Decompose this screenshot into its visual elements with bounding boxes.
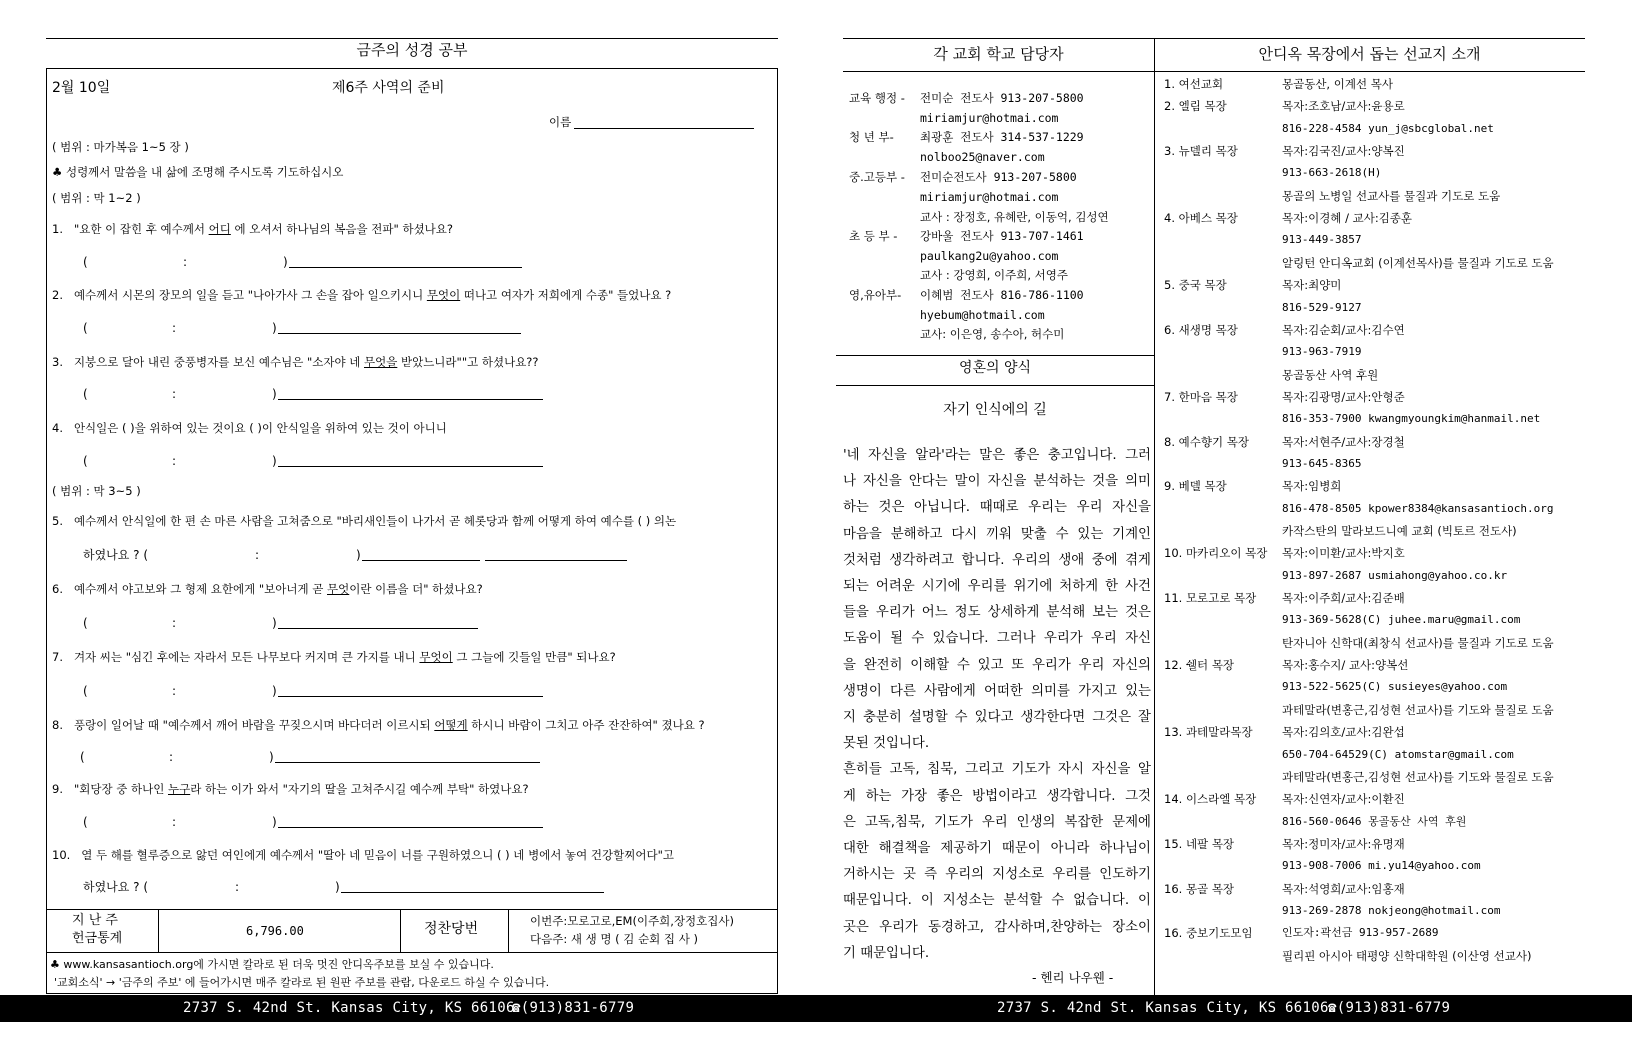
school-row-11: 영,유아부- — [849, 288, 902, 302]
mission-group-name: 16. 몽골 목장 — [1164, 881, 1235, 896]
answer-open-7: ( — [83, 684, 88, 698]
essay-line: 곳은 우리가 동경하고, 감사하며,찬양하는 장소이 — [843, 919, 1151, 935]
answer-open-1: ( — [83, 255, 88, 269]
prayer-note: ♣ 성령께서 말씀을 내 삶에 조명해 주시도록 기도하십시오 — [52, 165, 344, 179]
answer-close-8: ) — [269, 750, 274, 764]
mission-group-name: 4. 아베스 목장 — [1164, 211, 1238, 226]
mission-detail: 목자:서현주/교사:장경철 — [1282, 434, 1405, 449]
question-3: 3. 지붕으로 달아 내린 중풍병자를 보신 예수님은 "소자야 네 무엇을 받았느니라""고 하셨나요?? — [52, 355, 539, 369]
mission-group-name: 5. 중국 목장 — [1164, 278, 1227, 293]
column-divider-right — [1154, 38, 1155, 995]
answer-close-6: ) — [272, 616, 277, 630]
answer-close-4: ) — [272, 454, 277, 468]
mission-detail: 913-897-2687 usmiahong@yahoo.co.kr — [1282, 568, 1508, 582]
school-row-2-text: miriamjur@hotmai.com — [920, 111, 1059, 125]
stats-top-rule — [46, 909, 778, 910]
mission-group-name: 12. 쉘터 목장 — [1164, 658, 1235, 673]
range-2: ( 범위 : 막 1~2 ) — [52, 191, 141, 205]
mission-detail: 816-560-0646 몽골동산 사역 후원 — [1282, 814, 1467, 828]
website-note: ♣ www.kansasantioch.org에 가시면 칼라로 된 더욱 멋진 안디옥주보를 보실 수 있습니다. — [50, 958, 494, 971]
spiritual-bottom-rule — [836, 385, 1154, 386]
answer-blank-8[interactable] — [275, 762, 540, 763]
answer-colon-9: : — [172, 815, 177, 829]
mission-detail: 816-529-9127 — [1282, 300, 1362, 314]
answer-close-3: ) — [272, 387, 277, 401]
school-row-7-text: 교사 : 장정호, 유혜란, 이동억, 김성연 — [920, 210, 1109, 224]
top-rule-left — [46, 38, 778, 39]
answer-blank-1[interactable] — [289, 267, 522, 268]
answer-open-8: ( — [80, 750, 85, 764]
mission-detail: 목자:김국진/교사:양복진 — [1282, 144, 1405, 159]
spiritual-top-rule — [836, 355, 1154, 356]
school-row-6-text: miriamjur@hotmai.com — [920, 190, 1059, 204]
mission-group-name: 11. 모로고로 목장 — [1164, 591, 1257, 606]
offering-label-2: 헌금통계 — [72, 931, 123, 946]
question-1: 1. "요한 이 잡힌 후 예수께서 어디 에 오셔서 하나님의 복음을 전파" 하셨나요? — [52, 222, 454, 236]
question-5: 5. 예수께서 안식일에 한 편 손 마른 사람을 고쳐줌으로 "바리새인들이 나가서 곧 헤롯당과 함께 어떻게 하여 예수를 ( ) 의논 — [52, 514, 677, 528]
download-note: '교회소식' → '금주의 주보' 에 들어가시면 매주 칼라로 된 원판 주보를 관람, 다운로드 하실 수 있습니다. — [54, 976, 550, 989]
school-row-1: 교육 행정 - — [849, 91, 905, 105]
answer-close-1: ) — [283, 255, 288, 269]
school-row-9-text: paulkang2u@yahoo.com — [920, 249, 1059, 263]
essay-line: 대한 해결책을 제공하기 때문이 아니라 하나님이 — [843, 841, 1151, 857]
answer-close-5: ) — [356, 548, 361, 562]
question-5-continued: 하였나요 ? ( — [83, 548, 149, 562]
answer-blank-2[interactable] — [278, 333, 521, 334]
mission-detail: 913-449-3857 — [1282, 233, 1362, 247]
answer-blank-3[interactable] — [278, 399, 543, 400]
footer-phone-left: ☎(913)831-6779 — [512, 1000, 635, 1016]
answer-blank-7[interactable] — [278, 696, 543, 697]
school-row-4-text: nolboo25@naver.com — [920, 150, 1045, 164]
mission-detail: 816-478-8505 kpower8384@kansasantioch.org — [1282, 501, 1554, 515]
school-row-5: 중.고등부 - — [849, 170, 905, 184]
mission-detail: 913-645-8365 — [1282, 456, 1362, 470]
answer-open-6: ( — [83, 616, 88, 630]
answer-blank-6[interactable] — [278, 628, 478, 629]
mission-group-name: 9. 베델 목장 — [1164, 479, 1227, 494]
answer-blank-5a[interactable] — [362, 560, 480, 561]
mission-detail: 목자:최양미 — [1282, 278, 1342, 293]
range-3: ( 범위 : 막 3~5 ) — [52, 484, 141, 498]
question-6: 6. 예수께서 야고보와 그 형제 요한에게 "보아너게 곧 무엇이란 이름을 더" 하셨나요? — [52, 582, 483, 596]
mission-group-name: 2. 엘림 목장 — [1164, 99, 1227, 114]
missions-title: 안디옥 목장에서 돕는 선교지 소개 — [1258, 45, 1481, 63]
essay-line: 도움이 될 수 있습니다. 그러나 우리가 우리 자신 — [843, 631, 1151, 647]
mission-group-name: 7. 한마음 목장 — [1164, 389, 1238, 404]
spiritual-food-title: 영혼의 양식 — [958, 360, 1032, 376]
essay-body — [843, 443, 1151, 967]
mission-group-name: 14. 이스라엘 목장 — [1164, 792, 1257, 807]
lesson-title: 제6주 사역의 준비 — [332, 80, 445, 96]
mission-group-name: 15. 네팔 목장 — [1164, 836, 1235, 851]
mission-detail: 목자:김의호/교사:김완섭 — [1282, 725, 1405, 740]
school-row-5-text: 전미순전도사 913-207-5800 — [920, 170, 1077, 184]
mission-detail: 과테말라(변홍근,김성현 선교사)를 기도와 물질로 도움 — [1282, 769, 1554, 784]
mission-detail: 목자:김순회/교사:김수연 — [1282, 322, 1405, 337]
mission-detail: 탄자니아 신학대(최창식 선교사)를 물질과 기도로 도움 — [1282, 635, 1554, 650]
offering-label-1: 지 난 주 — [72, 913, 118, 928]
answer-blank-5b[interactable] — [485, 560, 627, 561]
answer-blank-9[interactable] — [278, 827, 543, 828]
answer-blank-4[interactable] — [278, 466, 543, 467]
stats-bottom-rule — [46, 952, 778, 953]
mission-group-name: 6. 새생명 목장 — [1164, 322, 1238, 337]
school-row-10-text: 교사 : 강영희, 이주희, 서영주 — [920, 268, 1069, 282]
essay-author: - 헨리 나우웬 - — [1032, 970, 1114, 985]
mission-detail: 몽골동산, 이계선 목사 — [1282, 77, 1393, 91]
mission-detail: 목자:정미자/교사:유명재 — [1282, 836, 1405, 851]
essay-line: 하는 것은 아닙니다. 때때로 우리는 우리 자신을 — [843, 500, 1151, 516]
mission-detail: 목자:조호남/교사:윤용로 — [1282, 99, 1405, 114]
essay-line: 못된 것입니다. — [843, 736, 930, 752]
name-label: 이름 — [549, 115, 572, 129]
mission-detail: 과테말라(변홍근,김성현 선교사)를 기도와 물질로 도움 — [1282, 702, 1554, 717]
mission-group-name: 3. 뉴델리 목장 — [1164, 144, 1238, 159]
question-7: 7. 겨자 씨는 "심긴 후에는 자라서 모든 나무보다 커지며 큰 가지를 내니 무엇이 그 그늘에 깃들일 만큼" 되나요? — [52, 650, 616, 664]
mission-detail: 650-704-64529(C) atomstar@gmail.com — [1282, 747, 1514, 761]
answer-open-9: ( — [83, 815, 88, 829]
mission-detail: 816-353-7900 kwangmyoungkim@hanmail.net — [1282, 412, 1541, 426]
school-row-12-text: hyebum@hotmail.com — [920, 308, 1045, 322]
question-10-continued: 하였나요 ? ( — [83, 880, 149, 894]
answer-close-10: ) — [335, 880, 340, 894]
footer-address-right: 2737 S. 42nd St. Kansas City, KS 66106 — [997, 1000, 1329, 1016]
stats-divider-3 — [508, 910, 509, 952]
essay-line: 때문입니다. 이 지성소는 분석할 수 없습니다. 이 — [843, 893, 1151, 909]
mission-group-name: 13. 과테말라목장 — [1164, 725, 1253, 740]
stats-divider-1 — [158, 910, 159, 952]
answer-close-9: ) — [272, 815, 277, 829]
mission-group-name: 16. 중보기도모임 — [1164, 926, 1253, 941]
mission-detail: 인도자:곽선금 913-957-2689 — [1282, 926, 1439, 940]
header-rule-right — [843, 71, 1585, 72]
answer-colon-7: : — [172, 684, 177, 698]
essay-line: 기 때문입니다. — [843, 945, 930, 961]
range-1: ( 범위 : 마가복음 1~5 장 ) — [52, 140, 189, 154]
essay-line: 마음을 분해하고 다시 끼워 맞출 수 있는 기계인 — [843, 526, 1151, 542]
mission-group-name: 10. 마카리오이 목장 — [1164, 546, 1268, 561]
mission-detail: 목자:석영희/교사:임홍재 — [1282, 881, 1405, 896]
mission-detail: 913-963-7919 — [1282, 345, 1362, 359]
mission-detail: 몽골의 노병일 선교사를 물질과 기도로 도움 — [1282, 188, 1501, 203]
school-row-11-text: 이혜범 전도사 816-786-1100 — [920, 288, 1084, 302]
question-4: 4. 안식일은 ( )을 위하여 있는 것이요 ( )이 안식일을 위하여 있는 것이 아니니 — [52, 421, 447, 435]
school-row-3: 청 년 부- — [849, 130, 894, 144]
answer-colon-1: : — [183, 255, 188, 269]
essay-line: 것처럼 생각하려고 합니다. 우리의 생애 중에 겪게 — [843, 552, 1151, 568]
answer-colon-8: : — [169, 750, 174, 764]
bible-study-header: 금주의 성경 공부 — [356, 41, 468, 59]
mission-detail: 목자:김광명/교사:안형준 — [1282, 389, 1405, 404]
question-2: 2. 예수께서 시몬의 장모의 일을 듣고 "나아가사 그 손을 잡아 일으키시니 무엇이 떠나고 여자가 저희에게 수종" 들었나요 ? — [52, 288, 672, 302]
essay-line: 들을 우리가 어느 정도 상세하게 분석해 보는 것은 — [843, 605, 1151, 621]
name-blank[interactable] — [574, 128, 754, 129]
answer-blank-10[interactable] — [341, 892, 604, 893]
school-row-8: 초 등 부 - — [849, 229, 898, 243]
answer-colon-10: : — [235, 880, 240, 894]
essay-line: 을 완전히 이해할 수 있고 또 우리가 우리 자신의 — [843, 657, 1151, 673]
top-rule-right — [843, 38, 1585, 39]
mission-group-name: 1. 여선교회 — [1164, 77, 1224, 91]
essay-line: 게 하는 가장 좋은 방법이라고 생각합니다. 그것 — [843, 788, 1151, 804]
mission-detail: 목자:이미환/교사:박지호 — [1282, 546, 1405, 561]
essay-line: '네 자신을 알라'라는 말은 좋은 충고입니다. 그러 — [843, 448, 1151, 463]
mission-group-name: 8. 예수향기 목장 — [1164, 434, 1249, 449]
question-8: 8. 풍랑이 일어날 때 "예수께서 깨어 바람을 꾸짖으시며 바다더러 이르시되 어떻게 하시니 바람이 그치고 아주 잔잔하여" 졌나요 ? — [52, 718, 705, 732]
question-9: 9. "회당장 중 하나인 누구라 하는 이가 와서 "자기의 딸을 고쳐주시길 예수께 부탁" 하였나요? — [52, 782, 529, 796]
school-row-8-text: 강바울 전도사 913-707-1461 — [920, 229, 1084, 243]
mission-detail: 몽골동산 사역 후원 — [1282, 367, 1379, 382]
meal-duty-this-week: 이번주:모로고로,EM(이주희,장정호집사) — [530, 914, 734, 928]
mission-detail: 필리핀 아시아 태평양 신학대학원 (이산영 선교사) — [1282, 948, 1532, 963]
answer-open-3: ( — [83, 387, 88, 401]
answer-close-7: ) — [272, 684, 277, 698]
answer-colon-5: : — [255, 548, 260, 562]
offering-amount: 6,796.00 — [246, 924, 304, 938]
meal-duty-label: 정찬당번 — [424, 921, 479, 937]
mission-detail: 목자:이경혜 / 교사:김종훈 — [1282, 211, 1413, 226]
mission-detail: 목자:이주희/교사:김준배 — [1282, 591, 1405, 606]
answer-open-2: ( — [83, 321, 88, 335]
mission-detail: 913-369-5628(C) juhee.maru@gmail.com — [1282, 613, 1521, 627]
footer-address-left: 2737 S. 42nd St. Kansas City, KS 66106 — [183, 1000, 515, 1016]
answer-colon-4: : — [172, 454, 177, 468]
answer-colon-2: : — [172, 321, 177, 335]
essay-line: 지 충분히 설명할 수 있다고 생각한다면 그것은 잘 — [843, 710, 1151, 726]
mission-detail: 카작스탄의 말라보드니예 교회 (빅토르 전도사) — [1282, 524, 1517, 538]
mission-detail: 913-908-7006 mi.yu14@yahoo.com — [1282, 859, 1481, 873]
mission-detail: 목자:신연자/교사:이환진 — [1282, 792, 1405, 807]
answer-close-2: ) — [272, 321, 277, 335]
mission-detail: 816-228-4584 yun_j@sbcglobal.net — [1282, 121, 1494, 135]
answer-colon-3: : — [172, 387, 177, 401]
mission-detail: 목자:임병희 — [1282, 479, 1342, 494]
lesson-date: 2월 10일 — [52, 80, 111, 96]
mission-detail: 913-663-2618(H) — [1282, 166, 1382, 180]
school-row-3-text: 최광훈 전도사 314-537-1229 — [920, 130, 1084, 144]
question-10: 10. 열 두 해를 혈루증으로 앓던 여인에게 예수께서 "딸아 네 믿음이 너를 구원하였으니 ( ) 네 병에서 놓여 건강할찌어다"고 — [52, 848, 674, 862]
essay-line: 생명이 다른 사람에게 어떠한 의미를 가지고 있는 — [843, 683, 1151, 699]
mission-detail: 913-522-5625(C) susieyes@yahoo.com — [1282, 680, 1508, 694]
meal-duty-next-week: 다음주: 새 생 명 ( 김 순회 집 사 ) — [530, 932, 698, 946]
essay-line: 흔히들 고독, 침묵, 그리고 기도가 자시 자신을 알 — [843, 762, 1151, 778]
mission-detail: 913-269-2878 nokjeong@hotmail.com — [1282, 903, 1501, 917]
stats-divider-2 — [400, 910, 401, 952]
essay-line: 은 고독,침묵, 기도가 우리 인생의 복잡한 문제에 — [843, 814, 1151, 830]
school-row-13-text: 교사: 이은영, 송수아, 허수미 — [920, 327, 1065, 341]
answer-colon-6: : — [172, 616, 177, 630]
footer-phone-right: ☎(913)831-6779 — [1328, 1000, 1451, 1016]
essay-line: 나 자신을 안다는 말이 자신을 분석하는 것을 의미 — [843, 474, 1151, 490]
essay-line: 거하시는 곳 즉 우리의 지성소로 우리를 인도하기 — [843, 867, 1151, 883]
school-staff-title: 각 교회 학교 담당자 — [933, 45, 1064, 63]
mission-detail: 목자:홍수지/ 교사:양복선 — [1282, 658, 1409, 673]
essay-line: 되는 어려운 시기에 우리를 위기에 처하게 한 사건 — [843, 579, 1151, 595]
answer-open-4: ( — [83, 454, 88, 468]
essay-title: 자기 인식에의 길 — [943, 402, 1047, 418]
mission-detail: 알링턴 안디옥교회 (이계선목사)를 물질과 기도로 도움 — [1282, 255, 1554, 270]
school-row-1-text: 전미순 전도사 913-207-5800 — [920, 91, 1084, 105]
